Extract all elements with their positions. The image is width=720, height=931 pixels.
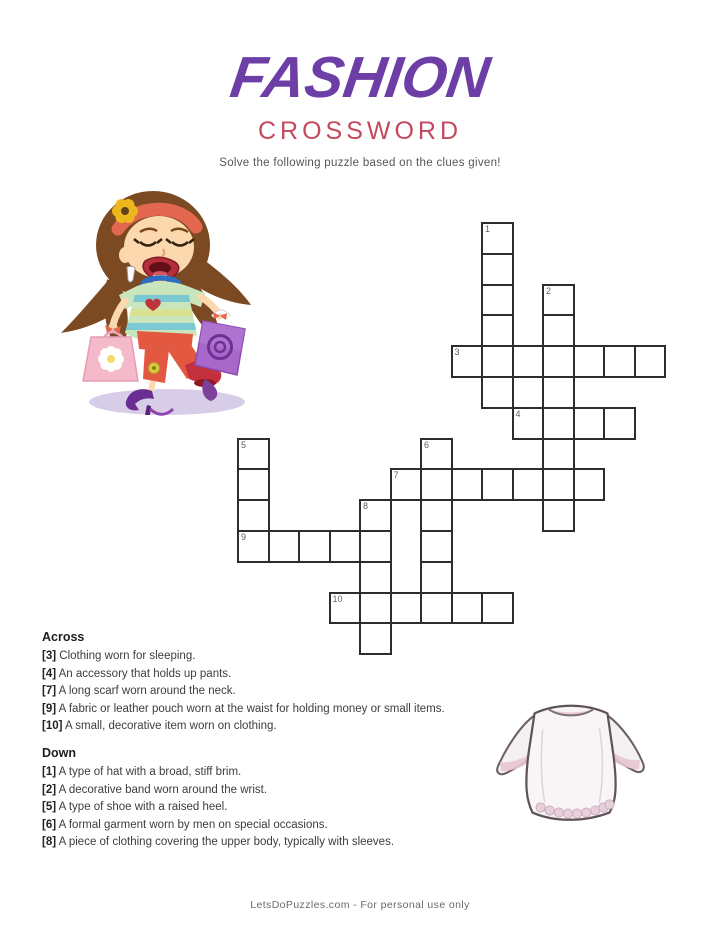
cell-number: 1	[485, 224, 491, 234]
crossword-cell[interactable]	[329, 592, 362, 625]
cell-number: 7	[393, 470, 399, 481]
crossword-cell[interactable]	[390, 468, 423, 501]
crossword-cell[interactable]	[298, 530, 331, 563]
cell-number: 10	[332, 593, 343, 604]
crossword-cell[interactable]	[603, 407, 636, 440]
crossword-cell[interactable]	[634, 345, 667, 378]
crossword-cell[interactable]	[359, 499, 392, 532]
crossword-cell[interactable]	[481, 592, 514, 625]
crossword-cell[interactable]	[481, 314, 514, 347]
cell-number: 9	[241, 532, 247, 542]
cell-number: 6	[424, 439, 430, 450]
crossword-cell[interactable]	[542, 376, 575, 409]
clue-item: [4] An accessory that holds up pants.	[42, 667, 232, 680]
crossword-cell[interactable]	[420, 468, 453, 501]
crossword-cell[interactable]	[542, 468, 575, 501]
crossword-cell[interactable]	[481, 468, 514, 501]
footer-credit: LetsDoPuzzles.com - For personal use only	[250, 899, 470, 911]
cell-number: 5	[241, 439, 247, 450]
across-heading: Across	[42, 630, 85, 644]
crossword-cell[interactable]	[542, 499, 575, 532]
crossword-cell[interactable]	[481, 345, 514, 378]
crossword-cell[interactable]	[237, 438, 270, 471]
crossword-cell[interactable]	[481, 253, 514, 286]
clue-item: [8] A piece of clothing covering the upper body, typically with sleeves.	[42, 836, 395, 849]
crossword-cell[interactable]	[481, 376, 514, 409]
crossword-cell[interactable]	[359, 561, 392, 594]
across-clues-list	[42, 648, 542, 736]
crossword-cell[interactable]	[512, 407, 545, 440]
clue-item: [2] A decorative band worn around the wrist.	[42, 783, 268, 796]
crossword-cell[interactable]	[573, 468, 606, 501]
crossword-cell[interactable]	[512, 468, 545, 501]
crossword-cell[interactable]	[420, 530, 453, 563]
cell-number: 4	[515, 408, 521, 419]
crossword-cell[interactable]	[542, 345, 575, 378]
crossword-cell[interactable]	[329, 530, 362, 563]
page-tagline: Solve the following puzzle based on the clues given!	[219, 157, 501, 169]
clue-item: [7] A long scarf worn around the neck.	[42, 685, 236, 698]
down-clues-list	[42, 764, 542, 852]
clue-item: [5] A type of shoe with a raised heel.	[42, 801, 228, 814]
cell-number: 3	[454, 347, 460, 358]
cell-number: 8	[363, 501, 369, 512]
crossword-cell[interactable]	[420, 561, 453, 594]
crossword-cell[interactable]	[237, 499, 270, 532]
crossword-cell[interactable]	[451, 345, 484, 378]
crossword-cell[interactable]	[542, 314, 575, 347]
blouse-illustration	[490, 698, 652, 834]
clue-item: [1] A type of hat with a broad, stiff brim.	[42, 765, 242, 778]
crossword-cell[interactable]	[420, 592, 453, 625]
crossword-cell[interactable]	[481, 222, 514, 255]
crossword-cell[interactable]	[573, 407, 606, 440]
crossword-cell[interactable]	[237, 530, 270, 563]
crossword-cell[interactable]	[451, 468, 484, 501]
white-blouse-icon	[490, 698, 652, 834]
cell-number: 2	[546, 285, 552, 296]
page-subtitle: CROSSWORD	[257, 117, 463, 145]
crossword-cell[interactable]	[573, 345, 606, 378]
crossword-cell[interactable]	[603, 345, 636, 378]
crossword-cell[interactable]	[420, 438, 453, 471]
clues-section	[42, 630, 542, 852]
crossword-cell[interactable]	[268, 530, 301, 563]
clue-item: [9] A fabric or leather pouch worn at the waist for holding money or small items.	[42, 702, 445, 715]
clue-item: [6] A formal garment worn by men on special occasions.	[42, 818, 328, 831]
crossword-cell[interactable]	[451, 592, 484, 625]
crossword-cell[interactable]	[542, 407, 575, 440]
crossword-cell[interactable]	[481, 284, 514, 317]
clue-item: [3] Clothing worn for sleeping.	[42, 650, 196, 662]
crossword-cell[interactable]	[237, 468, 270, 501]
down-heading: Down	[42, 745, 77, 760]
crossword-cell[interactable]	[512, 345, 545, 378]
crossword-cell[interactable]	[390, 592, 423, 625]
crossword-cell[interactable]	[359, 530, 392, 563]
page-title: FASHION	[226, 45, 494, 110]
crossword-cell[interactable]	[359, 592, 392, 625]
crossword-cell[interactable]	[420, 499, 453, 532]
crossword-cell[interactable]	[542, 284, 575, 317]
crossword-cell[interactable]	[542, 438, 575, 471]
crossword-grid	[237, 222, 667, 656]
clue-item: [10] A small, decorative item worn on clothing.	[42, 720, 277, 733]
